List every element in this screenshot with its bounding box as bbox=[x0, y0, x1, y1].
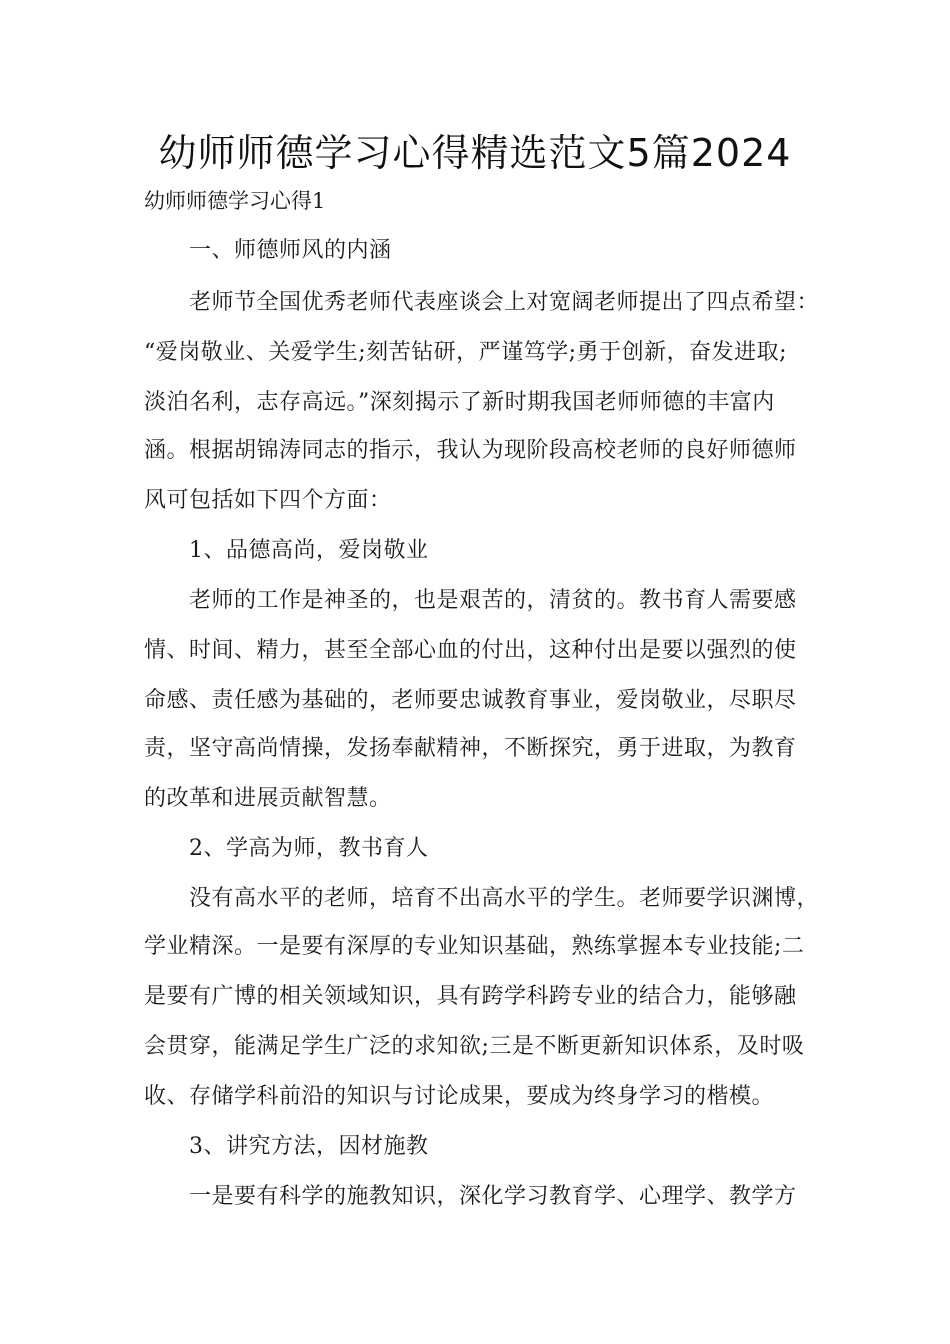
paragraph-line: 老师节全国优秀老师代表座谈会上对宽阔老师提出了四点希望： bbox=[189, 290, 820, 315]
section-heading: 3、讲究方法，因材施教 bbox=[189, 1134, 429, 1159]
paragraph-line: 淡泊名利，志存高远。”深刻揭示了新时期我国老师师德的丰富内 bbox=[144, 390, 775, 415]
paragraph-line: 学业精深。一是要有深厚的专业知识基础，熟练掌握本专业技能;二 bbox=[144, 934, 805, 959]
document-subtitle: 幼师师德学习心得1 bbox=[144, 189, 326, 213]
paragraph-line: “爱岗敬业、关爱学生;刻苦钻研，严谨笃学;勇于创新，奋发进取; bbox=[144, 340, 787, 365]
paragraph-line: 是要有广博的相关领域知识，具有跨学科跨专业的结合力，能够融 bbox=[144, 984, 797, 1009]
paragraph-line: 一是要有科学的施教知识，深化学习教育学、心理学、教学方 bbox=[189, 1184, 797, 1209]
section-heading: 2、学高为师，教书育人 bbox=[189, 836, 429, 861]
paragraph-line: 的改革和进展贡献智慧。 bbox=[144, 786, 392, 811]
paragraph-line: 责，坚守高尚情操，发扬奉献精神，不断探究，勇于进取，为教育 bbox=[144, 736, 797, 761]
paragraph-line: 命感、责任感为基础的，老师要忠诚教育事业，爱岗敬业，尽职尽 bbox=[144, 688, 797, 713]
paragraph-line: 会贯穿，能满足学生广泛的求知欲;三是不断更新知识体系，及时吸 bbox=[144, 1034, 805, 1059]
paragraph-line: 涵。根据胡锦涛同志的指示，我认为现阶段高校老师的良好师德师 bbox=[144, 438, 797, 463]
document-title: 幼师师德学习心得精选范文5篇2024 bbox=[158, 131, 792, 175]
paragraph-line: 收、存储学科前沿的知识与讨论成果，要成为终身学习的楷模。 bbox=[144, 1084, 775, 1109]
section-heading: 1、品德高尚，爱岗敬业 bbox=[189, 538, 429, 563]
paragraph-line: 情、时间、精力，甚至全部心血的付出，这种付出是要以强烈的使 bbox=[144, 638, 797, 663]
paragraph-line: 没有高水平的老师，培育不出高水平的学生。老师要学识渊博， bbox=[189, 886, 820, 911]
paragraph-line: 风可包括如下四个方面： bbox=[144, 488, 392, 513]
section-heading: 一、师德师风的内涵 bbox=[189, 238, 392, 263]
paragraph-line: 老师的工作是神圣的，也是艰苦的，清贫的。教书育人需要感 bbox=[189, 588, 797, 613]
